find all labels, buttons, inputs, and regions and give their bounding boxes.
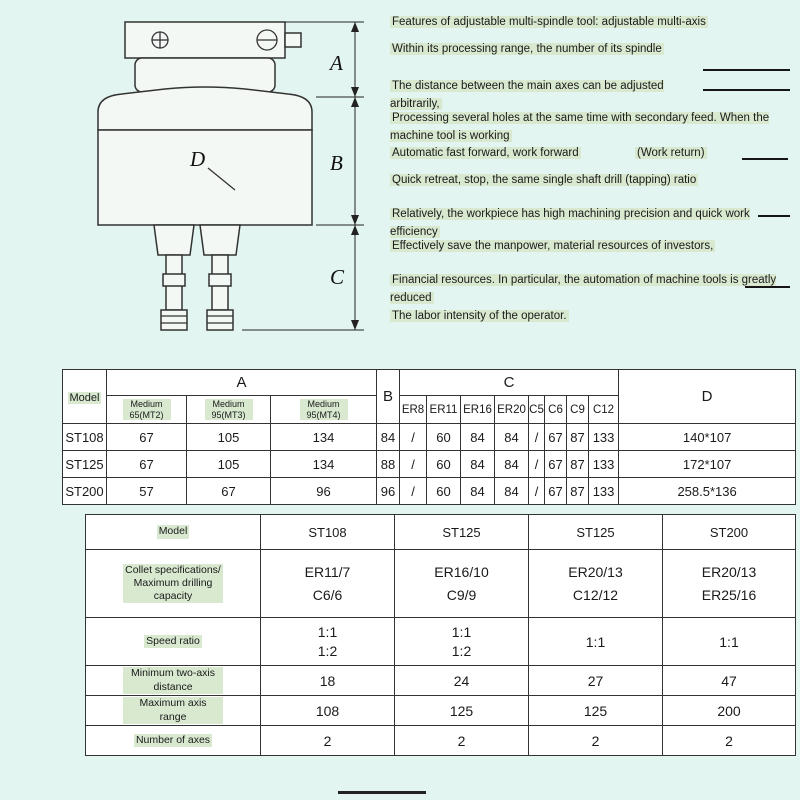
spec-subcol-header	[187, 396, 271, 424]
spec-col-a-header: A	[107, 370, 377, 396]
detail-value-cell	[529, 618, 663, 666]
detail-value-cell	[663, 618, 796, 666]
spec-col-model-header	[63, 370, 107, 424]
detail-value-line: 18	[319, 672, 336, 689]
feature-item	[390, 110, 792, 146]
feature-item	[390, 172, 790, 190]
detail-value-line: 1:2	[317, 643, 338, 659]
feature-item	[390, 272, 792, 308]
detail-value-cell	[261, 618, 395, 666]
spec-value-cell: 172*107	[619, 451, 796, 478]
spec-subcol-header: C12	[589, 396, 619, 424]
spec-subcol-header	[271, 396, 377, 424]
spec-value-cell: 67	[545, 424, 567, 451]
row-label-text: Collet specifications/ Maximum drilling capacity	[123, 564, 223, 603]
feature-text: Effectively save the manpower, material resources of investors,	[392, 240, 714, 252]
detail-value-cell	[529, 550, 663, 618]
detail-value-line: 125	[583, 702, 608, 719]
detail-value-line: 27	[587, 672, 604, 689]
dim-label-b: B	[330, 151, 343, 175]
spec-subcol-header: ER8	[400, 396, 427, 424]
detail-value-cell	[529, 666, 663, 696]
left-collet-nut	[154, 225, 194, 255]
subheader-text: Medium 95(MT4)	[300, 399, 348, 420]
spec-value-cell: 87	[567, 424, 589, 451]
multi-spindle-drawing	[80, 8, 380, 343]
detail-value-line: 108	[315, 702, 340, 719]
spec-value-cell: 84	[495, 451, 529, 478]
spec-value-cell: /	[529, 451, 545, 478]
feature-item	[390, 145, 630, 163]
feature-text: Relatively, the workpiece has high machining precision and quick work efficiency	[390, 208, 750, 238]
detail-value-line: ER20/13	[568, 564, 623, 580]
detail-model-value: ST125	[395, 515, 529, 550]
feature-text: (Work return)	[637, 147, 705, 159]
feature-text: Quick retreat, stop, the same single shaft drill (tapping) ratio	[392, 174, 697, 186]
spec-value-cell: 133	[589, 451, 619, 478]
spec-col-c-header: C	[400, 370, 619, 396]
detail-value-line: 47	[721, 672, 737, 689]
detail-value-cell	[529, 696, 663, 726]
spec-subcol-header: ER20	[495, 396, 529, 424]
spec-value-cell: 84	[495, 478, 529, 505]
spec-model-cell: ST200	[63, 478, 107, 505]
spec-subcol-header: C9	[567, 396, 589, 424]
feature-text: Automatic fast forward, work forward	[392, 147, 579, 159]
spec-value-cell: 140*107	[619, 424, 796, 451]
feature-item	[390, 308, 790, 326]
detail-value-line: 1:1	[451, 624, 472, 640]
side-block	[285, 33, 301, 47]
detail-model-header	[86, 515, 261, 550]
row-label-text: Maximum axis range	[123, 697, 223, 723]
spec-value-cell: 67	[107, 424, 187, 451]
detail-value-cell	[663, 726, 796, 756]
feature-text: Processing several holes at the same time with secondary feed. When the machine tool is working	[390, 112, 770, 142]
detail-row-label	[86, 550, 261, 618]
detail-model-value: ST200	[663, 515, 796, 550]
detail-model-value: ST108	[261, 515, 395, 550]
feature-item	[390, 238, 790, 256]
detail-value-cell	[261, 666, 395, 696]
spec-value-cell: /	[400, 424, 427, 451]
spec-value-cell: 67	[545, 451, 567, 478]
spec-value-cell: /	[529, 478, 545, 505]
detail-value-cell	[395, 550, 529, 618]
spec-value-cell: 87	[567, 478, 589, 505]
spec-table-row	[63, 478, 796, 505]
left-collar	[163, 274, 185, 286]
tool-diagram	[80, 8, 380, 343]
detail-value-cell	[663, 666, 796, 696]
spec-value-cell: 67	[187, 478, 271, 505]
spec-value-cell: 67	[545, 478, 567, 505]
rule-line	[703, 69, 790, 71]
spec-value-cell: 87	[567, 451, 589, 478]
spec-value-cell: 96	[377, 478, 400, 505]
spec-value-cell: 57	[107, 478, 187, 505]
detail-value-cell	[529, 726, 663, 756]
feature-item	[390, 41, 790, 59]
detail-table-row	[86, 550, 796, 618]
spec-subcol-header: ER16	[461, 396, 495, 424]
detail-value-cell	[395, 696, 529, 726]
detail-value-cell	[395, 726, 529, 756]
feature-item	[390, 78, 708, 114]
detail-row-label	[86, 726, 261, 756]
feature-text: Financial resources. In particular, the automation of machine tools is greatly reduced	[390, 274, 777, 304]
rule-line	[703, 89, 790, 91]
spec-model-cell: ST108	[63, 424, 107, 451]
feature-text: The distance between the main axes can be adjusted arbitrarily,	[390, 80, 664, 110]
feature-text: Within its processing range, the number of its spindle	[392, 43, 662, 55]
detail-table-row	[86, 696, 796, 726]
spec-value-cell: 105	[187, 424, 271, 451]
subheader-text: Medium 65(MT2)	[123, 399, 171, 420]
spec-value-cell: 133	[589, 478, 619, 505]
body-shoulder	[98, 87, 312, 130]
rule-line	[758, 215, 790, 217]
spec-value-cell: /	[400, 478, 427, 505]
detail-row-label	[86, 666, 261, 696]
model-header-text: Model	[158, 525, 188, 538]
left-end-nut	[161, 310, 187, 330]
detail-value-line: 200	[717, 702, 741, 719]
spec-value-cell: 84	[495, 424, 529, 451]
detail-value-line: ER16/10	[434, 564, 489, 580]
dim-label-d: D	[190, 147, 206, 171]
detail-value-line: ER20/13	[701, 564, 757, 580]
spec-value-cell: 105	[187, 451, 271, 478]
detail-value-line: 1:1	[719, 633, 739, 650]
spec-value-cell: 84	[461, 451, 495, 478]
right-collet-nut	[200, 225, 240, 255]
right-collar	[209, 274, 231, 286]
feature-item	[390, 14, 790, 32]
rule-line	[745, 286, 790, 288]
detail-table-row	[86, 666, 796, 696]
footer-line	[338, 791, 426, 794]
subheader-text: Medium 95(MT3)	[205, 399, 253, 420]
dim-label-c: C	[330, 265, 345, 289]
rule-line	[742, 158, 788, 160]
detail-table-body	[86, 550, 796, 756]
detail-value-line: 1:2	[451, 643, 472, 659]
spec-value-cell: 60	[427, 424, 461, 451]
spec-subcol-header: C5	[529, 396, 545, 424]
spec-value-cell: 134	[271, 451, 377, 478]
detail-value-cell	[261, 550, 395, 618]
feature-item	[390, 206, 792, 242]
row-label-text: Number of axes	[135, 733, 211, 746]
spec-value-cell: 88	[377, 451, 400, 478]
detail-value-line: 2	[725, 732, 733, 749]
detail-table	[85, 514, 796, 756]
spec-value-cell: 134	[271, 424, 377, 451]
spec-model-cell: ST125	[63, 451, 107, 478]
feature-text: Features of adjustable multi-spindle tool: adjustable multi-axis	[392, 16, 706, 28]
spec-subcol-header: C6	[545, 396, 567, 424]
spec-value-cell: 84	[377, 424, 400, 451]
detail-value-line: ER11/7	[304, 564, 351, 580]
spec-value-cell: 84	[461, 424, 495, 451]
detail-value-line: 1:1	[317, 624, 338, 640]
spec-value-cell: 258.5*136	[619, 478, 796, 505]
detail-value-line: C6/6	[312, 587, 343, 603]
feature-text: The labor intensity of the operator.	[392, 310, 567, 322]
detail-value-line: C9/9	[446, 587, 477, 603]
detail-value-cell	[395, 666, 529, 696]
detail-value-line: 1:1	[585, 633, 606, 650]
detail-value-line: ER25/16	[701, 587, 757, 603]
spec-subcol-header	[107, 396, 187, 424]
detail-value-line: 2	[457, 732, 466, 749]
spec-subcol-header: ER11	[427, 396, 461, 424]
dim-label-a: A	[330, 51, 343, 75]
spec-value-cell: 96	[271, 478, 377, 505]
spec-value-cell: 84	[461, 478, 495, 505]
detail-value-line: 24	[453, 672, 470, 689]
spec-value-cell: 60	[427, 478, 461, 505]
detail-model-value: ST125	[529, 515, 663, 550]
detail-value-cell	[261, 696, 395, 726]
detail-value-line: 2	[591, 732, 600, 749]
detail-row-label	[86, 618, 261, 666]
detail-value-cell	[395, 618, 529, 666]
detail-table-row	[86, 618, 796, 666]
detail-value-line: C12/12	[572, 587, 619, 603]
detail-value-cell	[261, 726, 395, 756]
spec-value-cell: /	[529, 424, 545, 451]
spec-table-body	[63, 424, 796, 505]
right-end-nut	[207, 310, 233, 330]
spec-value-cell: /	[400, 451, 427, 478]
detail-value-line: 125	[449, 702, 474, 719]
detail-value-cell	[663, 550, 796, 618]
spec-col-b-header: B	[377, 370, 400, 424]
spec-table	[62, 369, 796, 505]
row-label-text: Minimum two-axis distance	[123, 667, 223, 693]
spec-value-cell: 133	[589, 424, 619, 451]
detail-value-cell	[663, 696, 796, 726]
work-return-note	[635, 145, 745, 163]
main-body	[98, 130, 312, 225]
row-label-text: Speed ratio	[146, 634, 200, 647]
detail-table-row	[86, 726, 796, 756]
spec-value-cell: 60	[427, 451, 461, 478]
model-header-text: Model	[69, 392, 100, 404]
detail-value-line: 2	[323, 732, 332, 749]
spec-value-cell: 67	[107, 451, 187, 478]
spec-table-row	[63, 451, 796, 478]
spec-col-d-header: D	[619, 370, 796, 424]
detail-row-label	[86, 696, 261, 726]
spec-table-row	[63, 424, 796, 451]
